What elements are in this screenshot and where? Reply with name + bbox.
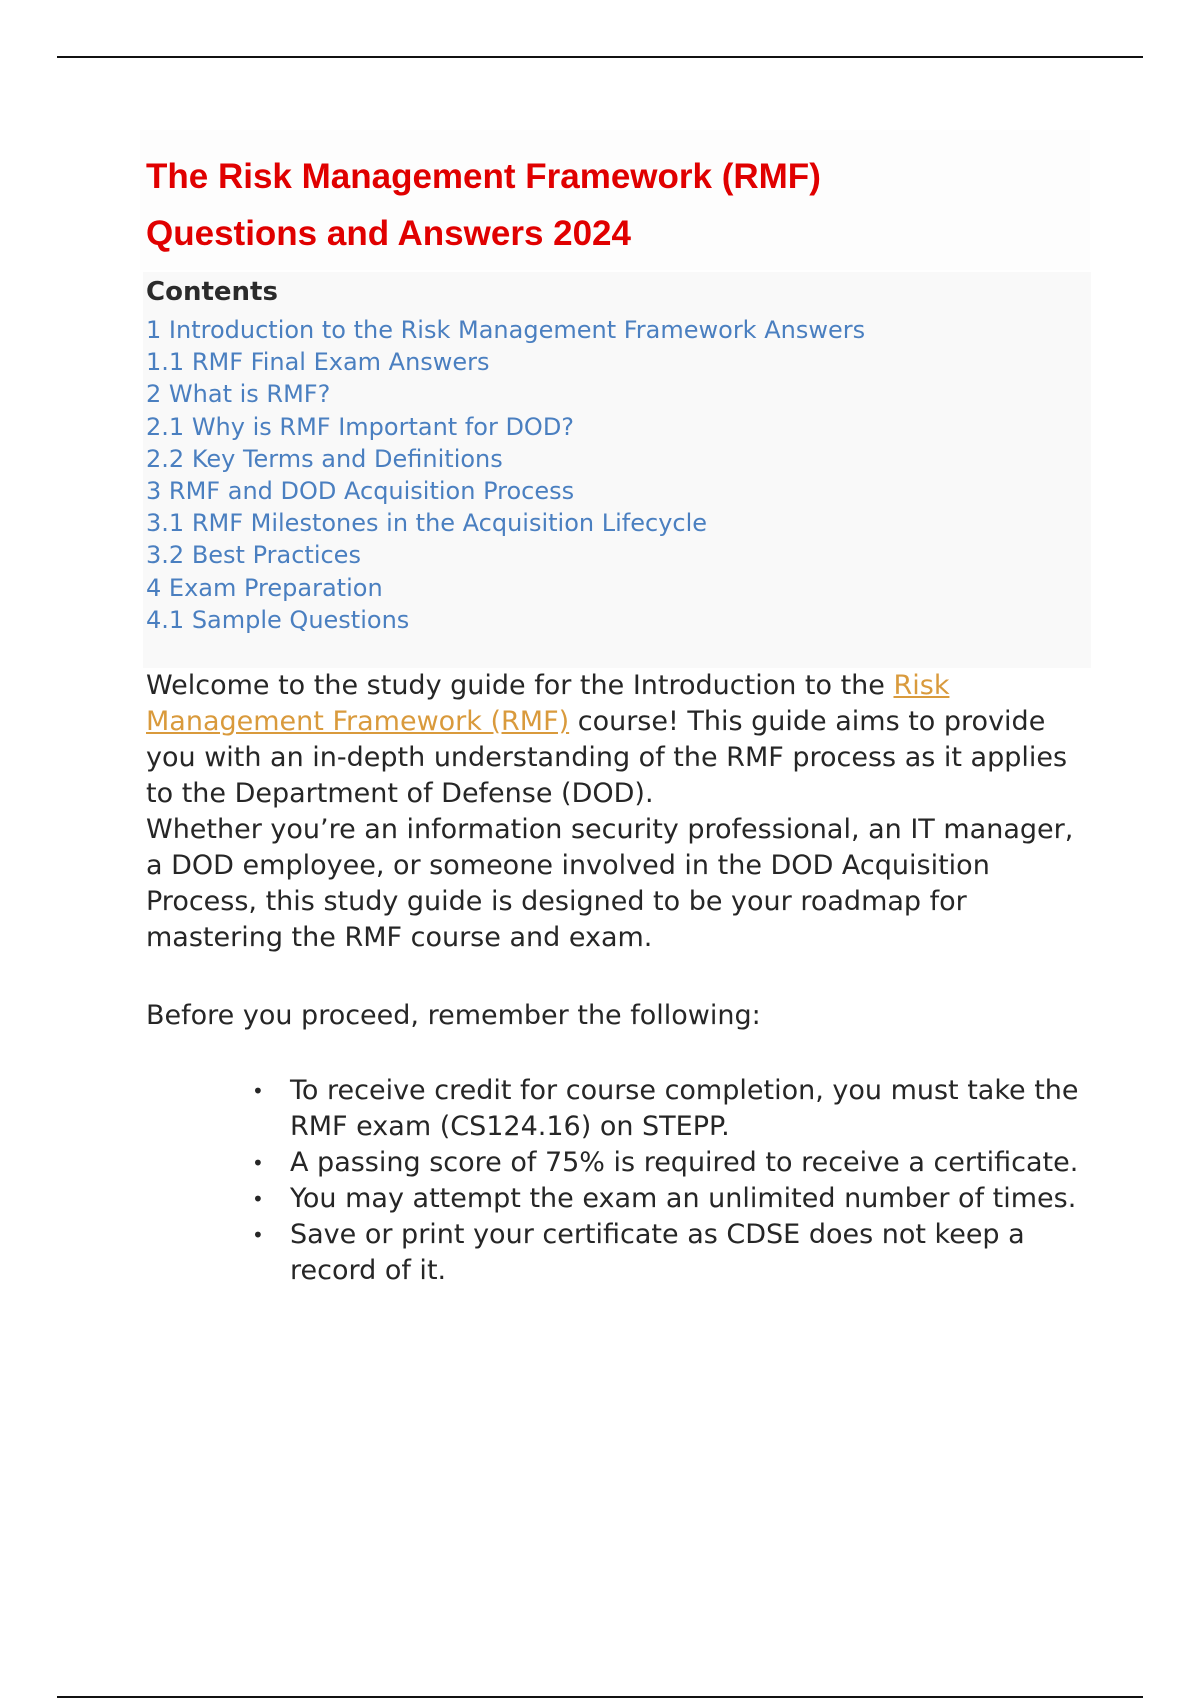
toc-link-4[interactable]: 4 Exam Preparation <box>146 573 383 602</box>
toc-item <box>146 507 865 539</box>
toc-item <box>146 604 865 636</box>
toc-link-2-2[interactable]: 2.2 Key Terms and Definitions <box>146 444 503 473</box>
toc-item <box>146 539 865 571</box>
toc-item <box>146 411 865 443</box>
intro-text-start: Welcome to the study guide for the Introduction to the <box>146 670 894 701</box>
toc-item <box>146 443 865 475</box>
bullet-icon: • <box>252 1151 264 1175</box>
title-block <box>140 130 1090 270</box>
title-line-2: Questions and Answers 2024 <box>146 214 631 253</box>
toc-item <box>146 346 865 378</box>
bottom-rule <box>57 1696 1143 1698</box>
title-line-1: The Risk Management Framework (RMF) <box>146 157 821 196</box>
toc-item <box>146 475 865 507</box>
toc-link-3[interactable]: 3 RMF and DOD Acquisition Process <box>146 476 575 505</box>
toc-link-2[interactable]: 2 What is RMF? <box>146 380 331 409</box>
list-item: • A passing score of 75% is required to receive a certificate. <box>252 1145 1092 1181</box>
reminder-lead: Before you proceed, remember the following: <box>146 1000 761 1031</box>
toc-link-1[interactable]: 1 Introduction to the Risk Management Framework Answers <box>146 316 866 344</box>
toc-heading: Contents <box>146 277 278 307</box>
reminder-list <box>252 1073 1092 1289</box>
intro-paragraph <box>146 668 1096 956</box>
bullet-icon: • <box>252 1079 264 1103</box>
toc-link-3-2[interactable]: 3.2 Best Practices <box>146 541 361 570</box>
toc-link-3-1[interactable]: 3.1 RMF Milestones in the Acquisition Lifecycle <box>146 509 708 538</box>
intro-text-end: course! This guide aims to provide you with an in-depth understanding of the RMF process as it applies to the Department of Defense (DOD). <box>146 706 1068 809</box>
list-item: • You may attempt the exam an unlimited number of times. <box>252 1181 1092 1217</box>
toc-link-1-1[interactable]: 1.1 RMF Final Exam Answers <box>146 348 490 377</box>
toc-list <box>146 314 865 636</box>
top-rule <box>57 56 1143 58</box>
toc-item <box>146 314 865 346</box>
document-title <box>140 130 1090 270</box>
toc-link-4-1[interactable]: 4.1 Sample Questions <box>146 605 410 634</box>
rmf-course-link[interactable]: Risk Management Framework (RMF) <box>146 670 950 737</box>
bullet-icon: • <box>252 1223 264 1247</box>
toc-item <box>146 572 865 604</box>
toc-link-2-1[interactable]: 2.1 Why is RMF Important for DOD? <box>146 412 575 441</box>
list-item: • Save or print your certificate as CDSE does not keep a record of it. <box>252 1219 1025 1286</box>
table-of-contents <box>143 272 1091 668</box>
intro-paragraph-2: Whether you’re an information security professional, an IT manager, a DOD employee, or someone involved in the DOD Acquisition Process, this study guide is designed to be your roadmap for mastering the RMF course and exam. <box>146 814 1074 953</box>
toc-item <box>146 378 865 410</box>
list-item: • To receive credit for course completion, you must take the RMF exam (CS124.16) on STEPP. <box>252 1075 1079 1142</box>
bullet-icon: • <box>252 1187 264 1211</box>
